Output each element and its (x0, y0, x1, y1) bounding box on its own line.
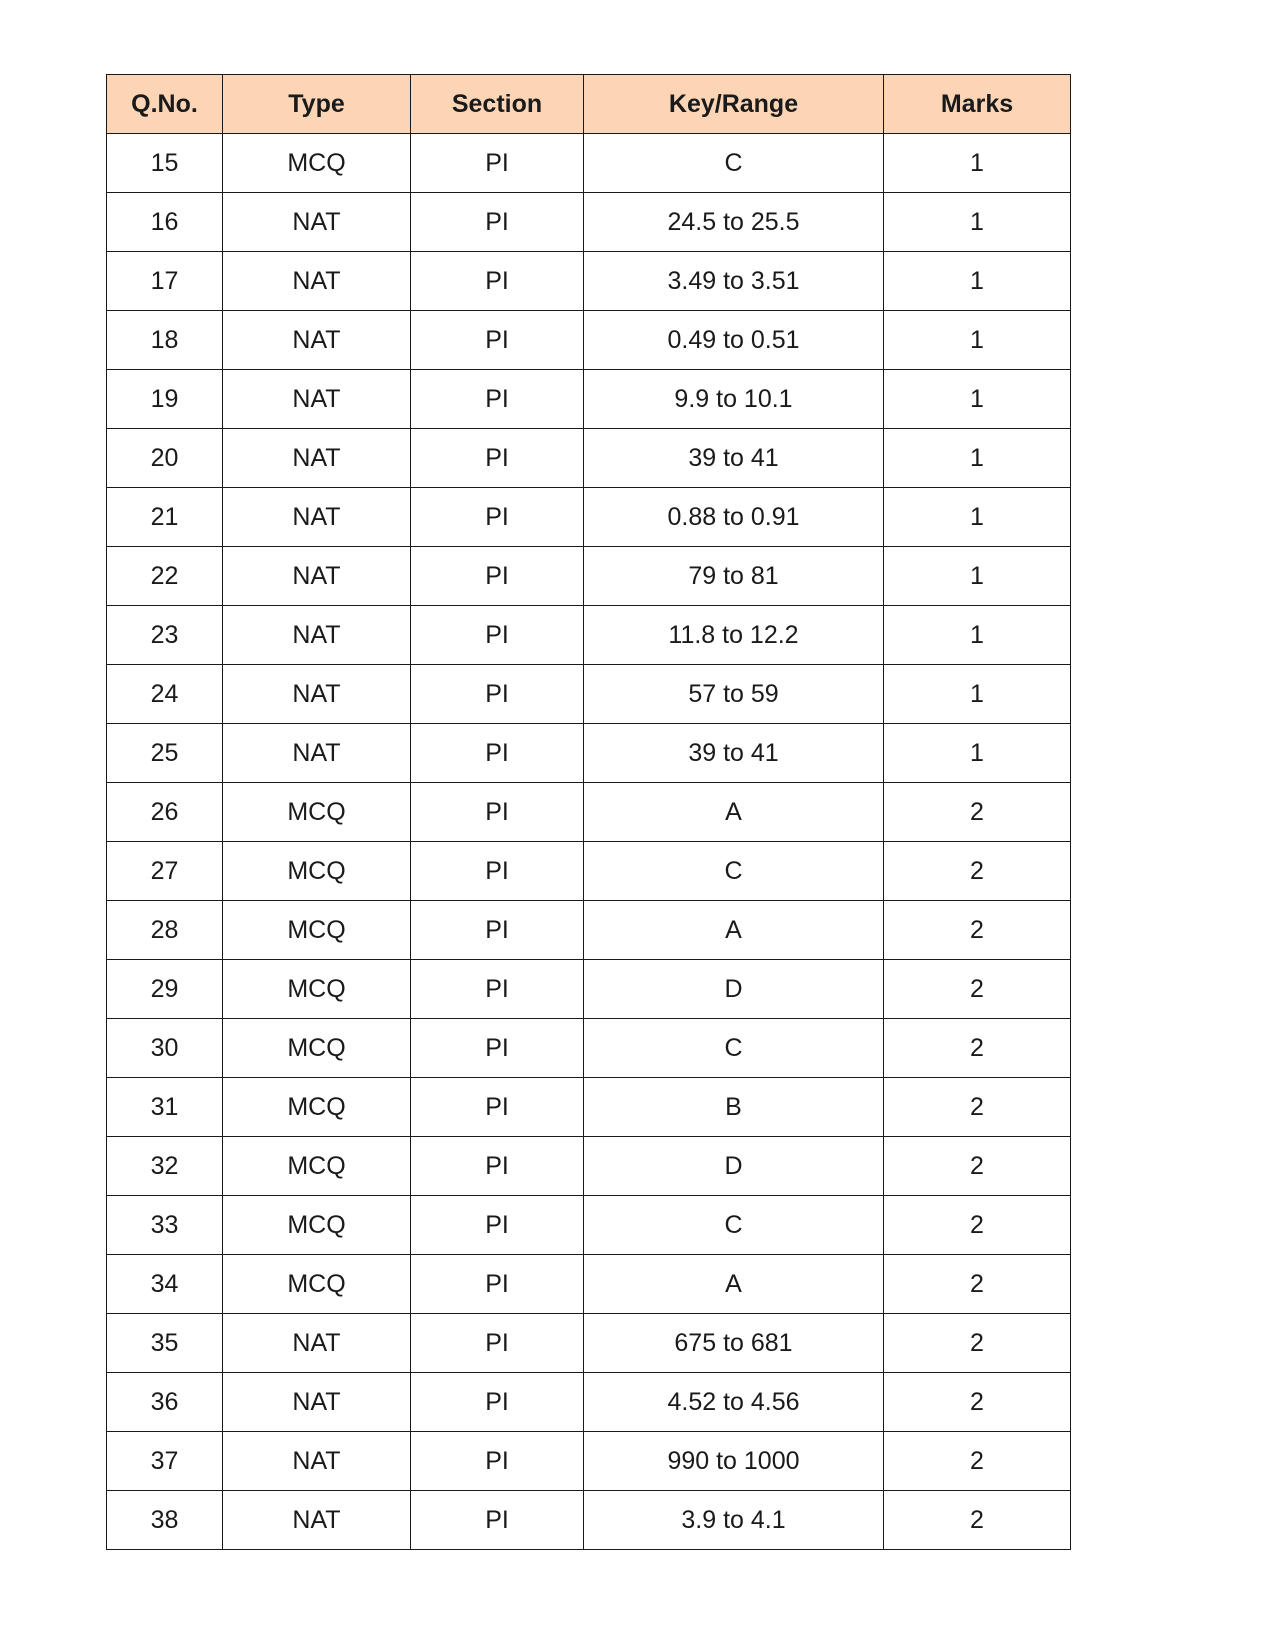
table-row (107, 842, 1071, 901)
cell-qno: 27 (107, 842, 223, 901)
cell-marks: 1 (884, 370, 1071, 429)
cell-marks: 2 (884, 1137, 1071, 1196)
cell-marks: 2 (884, 1196, 1071, 1255)
cell-marks: 1 (884, 311, 1071, 370)
cell-marks: 2 (884, 1432, 1071, 1491)
cell-type: MCQ (223, 1137, 411, 1196)
cell-marks: 2 (884, 1491, 1071, 1550)
cell-section: PI (411, 842, 584, 901)
cell-section: PI (411, 606, 584, 665)
cell-qno: 15 (107, 134, 223, 193)
cell-key-range: 39 to 41 (584, 429, 884, 488)
cell-section: PI (411, 724, 584, 783)
table-row (107, 1373, 1071, 1432)
cell-key-range: A (584, 783, 884, 842)
cell-marks: 2 (884, 842, 1071, 901)
cell-section: PI (411, 488, 584, 547)
cell-type: NAT (223, 1491, 411, 1550)
answer-key-table (106, 74, 1071, 1550)
cell-type: MCQ (223, 1196, 411, 1255)
cell-key-range: 24.5 to 25.5 (584, 193, 884, 252)
cell-key-range: C (584, 1019, 884, 1078)
cell-marks: 2 (884, 901, 1071, 960)
cell-key-range: B (584, 1078, 884, 1137)
table-row (107, 1314, 1071, 1373)
header-key-range: Key/Range (584, 75, 884, 134)
cell-marks: 1 (884, 606, 1071, 665)
cell-key-range: A (584, 1255, 884, 1314)
cell-type: NAT (223, 1432, 411, 1491)
cell-marks: 2 (884, 1314, 1071, 1373)
table-row (107, 1491, 1071, 1550)
cell-marks: 2 (884, 1255, 1071, 1314)
cell-qno: 19 (107, 370, 223, 429)
cell-type: NAT (223, 311, 411, 370)
cell-section: PI (411, 960, 584, 1019)
cell-section: PI (411, 134, 584, 193)
table-row (107, 1137, 1071, 1196)
cell-key-range: C (584, 134, 884, 193)
cell-marks: 2 (884, 783, 1071, 842)
cell-marks: 1 (884, 724, 1071, 783)
cell-type: NAT (223, 488, 411, 547)
cell-section: PI (411, 1373, 584, 1432)
cell-key-range: 0.88 to 0.91 (584, 488, 884, 547)
cell-marks: 2 (884, 1373, 1071, 1432)
cell-qno: 26 (107, 783, 223, 842)
cell-qno: 33 (107, 1196, 223, 1255)
table-row (107, 547, 1071, 606)
cell-section: PI (411, 193, 584, 252)
cell-qno: 28 (107, 901, 223, 960)
cell-type: MCQ (223, 1019, 411, 1078)
table-row (107, 252, 1071, 311)
table-row (107, 488, 1071, 547)
cell-section: PI (411, 901, 584, 960)
cell-qno: 23 (107, 606, 223, 665)
cell-section: PI (411, 370, 584, 429)
cell-qno: 22 (107, 547, 223, 606)
cell-type: NAT (223, 547, 411, 606)
cell-section: PI (411, 547, 584, 606)
cell-section: PI (411, 429, 584, 488)
cell-type: MCQ (223, 783, 411, 842)
cell-marks: 1 (884, 547, 1071, 606)
cell-marks: 2 (884, 1078, 1071, 1137)
cell-marks: 1 (884, 429, 1071, 488)
cell-marks: 1 (884, 665, 1071, 724)
cell-key-range: 11.8 to 12.2 (584, 606, 884, 665)
cell-qno: 24 (107, 665, 223, 724)
cell-qno: 30 (107, 1019, 223, 1078)
table-row (107, 311, 1071, 370)
cell-key-range: A (584, 901, 884, 960)
header-type: Type (223, 75, 411, 134)
cell-section: PI (411, 783, 584, 842)
cell-qno: 31 (107, 1078, 223, 1137)
cell-qno: 32 (107, 1137, 223, 1196)
cell-qno: 37 (107, 1432, 223, 1491)
cell-qno: 16 (107, 193, 223, 252)
table-header (107, 75, 1071, 134)
cell-qno: 36 (107, 1373, 223, 1432)
cell-marks: 1 (884, 134, 1071, 193)
table-row (107, 1019, 1071, 1078)
cell-qno: 38 (107, 1491, 223, 1550)
cell-marks: 1 (884, 193, 1071, 252)
cell-section: PI (411, 1314, 584, 1373)
cell-qno: 21 (107, 488, 223, 547)
cell-type: NAT (223, 606, 411, 665)
cell-section: PI (411, 1137, 584, 1196)
cell-type: MCQ (223, 1255, 411, 1314)
cell-section: PI (411, 1432, 584, 1491)
cell-section: PI (411, 1078, 584, 1137)
cell-key-range: C (584, 1196, 884, 1255)
cell-key-range: 57 to 59 (584, 665, 884, 724)
cell-type: NAT (223, 1373, 411, 1432)
cell-type: NAT (223, 1314, 411, 1373)
cell-type: NAT (223, 429, 411, 488)
cell-marks: 2 (884, 1019, 1071, 1078)
cell-type: NAT (223, 193, 411, 252)
cell-key-range: 3.49 to 3.51 (584, 252, 884, 311)
cell-type: MCQ (223, 134, 411, 193)
cell-key-range: 990 to 1000 (584, 1432, 884, 1491)
cell-section: PI (411, 252, 584, 311)
table-row (107, 193, 1071, 252)
cell-type: NAT (223, 665, 411, 724)
cell-qno: 29 (107, 960, 223, 1019)
header-row (107, 75, 1071, 134)
table-row (107, 901, 1071, 960)
table-row (107, 665, 1071, 724)
header-section: Section (411, 75, 584, 134)
cell-section: PI (411, 665, 584, 724)
table-row (107, 1196, 1071, 1255)
cell-key-range: C (584, 842, 884, 901)
cell-qno: 18 (107, 311, 223, 370)
cell-key-range: D (584, 1137, 884, 1196)
cell-section: PI (411, 1196, 584, 1255)
table-row (107, 960, 1071, 1019)
cell-type: NAT (223, 724, 411, 783)
table-body (107, 134, 1071, 1550)
cell-section: PI (411, 1019, 584, 1078)
cell-type: MCQ (223, 1078, 411, 1137)
table-row (107, 1078, 1071, 1137)
table-row (107, 1255, 1071, 1314)
table-row (107, 1432, 1071, 1491)
cell-key-range: D (584, 960, 884, 1019)
cell-qno: 35 (107, 1314, 223, 1373)
cell-type: MCQ (223, 901, 411, 960)
table-row (107, 429, 1071, 488)
cell-section: PI (411, 311, 584, 370)
cell-type: NAT (223, 252, 411, 311)
cell-marks: 2 (884, 960, 1071, 1019)
cell-qno: 20 (107, 429, 223, 488)
cell-key-range: 0.49 to 0.51 (584, 311, 884, 370)
cell-section: PI (411, 1255, 584, 1314)
cell-key-range: 79 to 81 (584, 547, 884, 606)
table-row (107, 724, 1071, 783)
cell-qno: 25 (107, 724, 223, 783)
cell-type: MCQ (223, 842, 411, 901)
cell-qno: 17 (107, 252, 223, 311)
header-qno: Q.No. (107, 75, 223, 134)
cell-type: NAT (223, 370, 411, 429)
table-row (107, 783, 1071, 842)
cell-key-range: 675 to 681 (584, 1314, 884, 1373)
header-marks: Marks (884, 75, 1071, 134)
cell-marks: 1 (884, 488, 1071, 547)
cell-key-range: 3.9 to 4.1 (584, 1491, 884, 1550)
cell-section: PI (411, 1491, 584, 1550)
cell-marks: 1 (884, 252, 1071, 311)
table-row (107, 370, 1071, 429)
cell-key-range: 9.9 to 10.1 (584, 370, 884, 429)
table-row (107, 606, 1071, 665)
cell-qno: 34 (107, 1255, 223, 1314)
cell-key-range: 39 to 41 (584, 724, 884, 783)
table-row (107, 134, 1071, 193)
cell-type: MCQ (223, 960, 411, 1019)
cell-key-range: 4.52 to 4.56 (584, 1373, 884, 1432)
